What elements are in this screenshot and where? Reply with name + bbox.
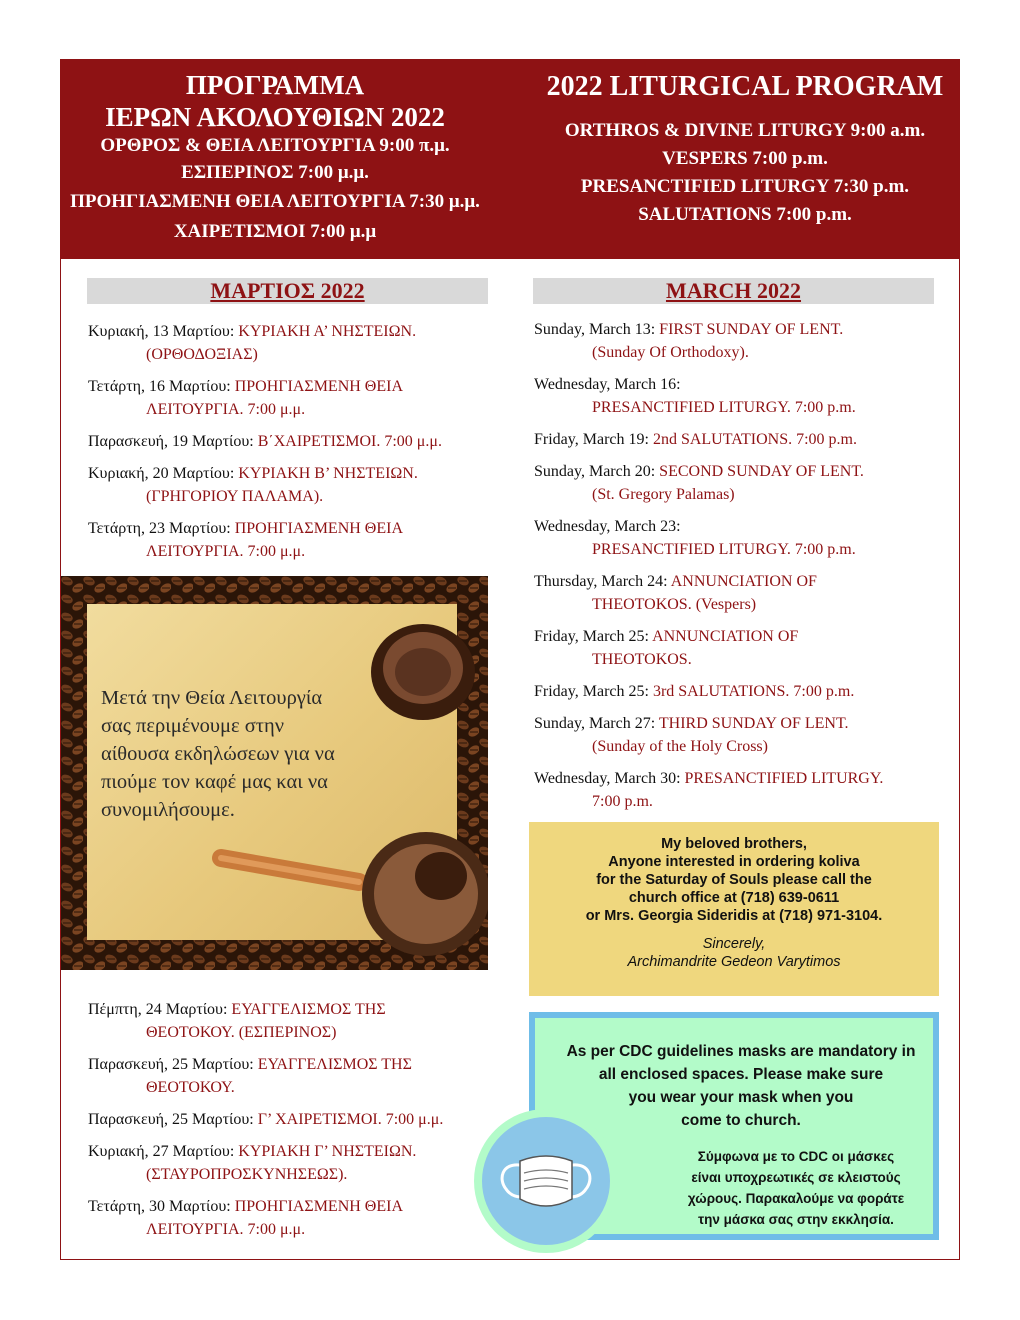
cdc-greek-text xyxy=(665,1146,927,1230)
entry-event-cont: ΛΕΙΤΟΥΡΓΙΑ. 7:00 μ.μ. xyxy=(146,401,306,418)
entry-date: Thursday, March 24: xyxy=(534,573,668,590)
entry-event-cont: 7:00 p.m. xyxy=(592,793,653,810)
cdc-english-text xyxy=(555,1040,927,1132)
cdc-line: you wear your mask when you xyxy=(628,1089,854,1106)
entry-event: ΠΡΟΗΓΙΑΣΜΕΝΗ ΘΕΙΑ xyxy=(234,1198,404,1215)
list-item xyxy=(88,517,488,563)
entry-event-cont: ΘΕΟΤΟΚΟΥ. (ΕΣΠΕΡΙΝΟΣ) xyxy=(146,1024,337,1041)
entry-date: Πέμπτη, 24 Μαρτίου: xyxy=(88,1001,228,1018)
notice-line: or Mrs. Georgia Sideridis at (718) 971-3104. xyxy=(585,908,883,924)
entry-event-cont: (Sunday of the Holy Cross) xyxy=(592,738,768,755)
entry-date: Τετάρτη, 16 Μαρτίου: xyxy=(88,378,231,395)
notice-signature: Archimandrite Gedeon Varytimos xyxy=(627,954,841,970)
list-item xyxy=(88,375,488,421)
entry-event: ΕΥΑΓΓΕΛΙΣΜΟΣ ΤΗΣ xyxy=(257,1056,412,1073)
entry-event: SECOND SUNDAY OF LENT. xyxy=(659,463,864,480)
entry-date: Τετάρτη, 23 Μαρτίου: xyxy=(88,520,231,537)
notice-line: church office at (718) 639-0611 xyxy=(628,890,840,906)
entry-event: FIRST SUNDAY OF LENT. xyxy=(659,321,844,338)
cdc-line: Σύμφωνα με το CDC οι μάσκες xyxy=(697,1149,895,1164)
list-item xyxy=(88,1053,488,1099)
entry-date: Friday, March 25: xyxy=(534,628,649,645)
entry-event-cont: (St. Gregory Palamas) xyxy=(592,486,735,503)
entry-date: Κυριακή, 13 Μαρτίου: xyxy=(88,323,235,340)
entry-date: Wednesday, March 30: xyxy=(534,770,681,787)
coffee-text-line: αίθουσα εκδηλώσεων για να xyxy=(101,743,335,765)
cdc-line: all enclosed spaces. Please make sure xyxy=(598,1066,884,1083)
cdc-line: την μάσκα σας στην εκκλησία. xyxy=(698,1212,894,1227)
entry-event: ΕΥΑΓΓΕΛΙΣΜΟΣ ΤΗΣ xyxy=(231,1001,386,1018)
entry-event: ΠΡΟΗΓΙΑΣΜΕΝΗ ΘΕΙΑ xyxy=(234,520,404,537)
list-item xyxy=(534,460,939,506)
entry-event-cont: (ΟΡΘΟΔΟΞΙΑΣ) xyxy=(146,346,258,363)
greek-program-header xyxy=(60,69,490,247)
entry-date: Κυριακή, 27 Μαρτίου: xyxy=(88,1143,235,1160)
entry-event-cont: (ΓΡΗΓΟΡΙΟΥ ΠΑΛΑΜΑ). xyxy=(146,488,324,505)
list-item xyxy=(88,430,488,453)
list-item xyxy=(88,1140,488,1186)
entry-event: 2nd SALUTATIONS. 7:00 p.m. xyxy=(652,431,857,448)
english-schedule-line: PRESANCTIFIED LITURGY 7:30 p.m. xyxy=(580,176,910,197)
entry-event-cont: THEOTOKOS. (Vespers) xyxy=(592,596,757,613)
coffee-image xyxy=(61,576,488,970)
cdc-line: είναι υποχρεωτικές σε κλειστούς xyxy=(691,1170,901,1185)
entry-date: Sunday, March 27: xyxy=(534,715,656,732)
entry-date: Sunday, March 13: xyxy=(534,321,656,338)
header-banner xyxy=(60,59,960,259)
coffee-text-line: πιούμε τον καφέ μας και να xyxy=(101,771,328,793)
english-schedule-list xyxy=(534,318,939,813)
entry-event: 3rd SALUTATIONS. 7:00 p.m. xyxy=(652,683,855,700)
english-schedule-line: ORTHROS & DIVINE LITURGY 9:00 a.m. xyxy=(564,120,926,141)
entry-date: Sunday, March 20: xyxy=(534,463,656,480)
list-item xyxy=(88,320,488,366)
greek-schedule-list-top xyxy=(88,320,488,563)
greek-month-heading: ΜΑΡΤΙΟΣ 2022 xyxy=(87,278,488,304)
entry-event: ANNUNCIATION OF xyxy=(670,573,817,590)
entry-event: Γ’ ΧΑΙΡΕΤΙΣΜΟΙ. 7:00 μ.μ. xyxy=(257,1111,444,1128)
entry-event: ΚΥΡΙΑΚΗ Α’ ΝΗΣΤΕΙΩΝ. xyxy=(238,323,417,340)
greek-schedule-line: ΕΣΠΕΡΙΝΟΣ 7:00 μ.μ. xyxy=(181,162,369,183)
notice-line: My beloved brothers, xyxy=(661,836,807,852)
list-item xyxy=(534,570,939,616)
entry-date: Παρασκευή, 19 Μαρτίου: xyxy=(88,433,254,450)
greek-schedule-line: ΟΡΘΡΟΣ & ΘΕΙΑ ΛΕΙΤΟΥΡΓΙΑ 9:00 π.μ. xyxy=(100,135,450,156)
list-item xyxy=(534,680,939,703)
greek-title-line-1: ΠΡΟΓΡΑΜΜΑ xyxy=(185,70,365,100)
entry-date: Friday, March 19: xyxy=(534,431,649,448)
entry-event: THIRD SUNDAY OF LENT. xyxy=(658,715,849,732)
entry-date: Wednesday, March 16: xyxy=(534,376,681,393)
koliva-notice xyxy=(529,822,939,996)
entry-event-cont: ΛΕΙΤΟΥΡΓΙΑ. 7:00 μ.μ. xyxy=(146,1221,306,1238)
english-program-header xyxy=(530,71,960,229)
entry-event: ΠΡΟΗΓΙΑΣΜΕΝΗ ΘΕΙΑ xyxy=(234,378,404,395)
list-item xyxy=(88,1108,488,1131)
list-item xyxy=(534,767,939,813)
coffee-text-line: Μετά την Θεία Λειτουργία xyxy=(101,687,323,709)
english-title: 2022 LITURGICAL PROGRAM xyxy=(546,71,944,102)
entry-event: ANNUNCIATION OF xyxy=(652,628,799,645)
entry-event-cont: PRESANCTIFIED LITURGY. 7:00 p.m. xyxy=(592,541,856,558)
list-item xyxy=(534,373,939,419)
greek-schedule-list-bottom xyxy=(88,998,488,1241)
list-item xyxy=(534,428,939,451)
entry-event-cont: ΘΕΟΤΟΚΟΥ. xyxy=(146,1079,235,1096)
entry-event: ΚΥΡΙΑΚΗ Γ’ ΝΗΣΤΕΙΩΝ. xyxy=(238,1143,417,1160)
coffee-text-line: σας περιμένουμε στην xyxy=(101,715,285,737)
english-schedule-line: SALUTATIONS 7:00 p.m. xyxy=(638,204,852,225)
entry-date: Τετάρτη, 30 Μαρτίου: xyxy=(88,1198,231,1215)
greek-schedule-line: ΠΡΟΗΓΙΑΣΜΕΝΗ ΘΕΙΑ ΛΕΙΤΟΥΡΓΙΑ 7:30 μ.μ. xyxy=(70,191,480,212)
greek-title-line-2: ΙΕΡΩΝ ΑΚΟΛΟΥΘΙΩΝ 2022 xyxy=(105,102,445,132)
list-item xyxy=(534,515,939,561)
list-item xyxy=(534,318,939,364)
list-item xyxy=(534,712,939,758)
english-schedule-line: VESPERS 7:00 p.m. xyxy=(662,148,828,169)
list-item xyxy=(88,1195,488,1241)
list-item xyxy=(534,625,939,671)
coffee-text-line: συνομιλήσουμε. xyxy=(101,799,235,821)
entry-event-cont: (ΣΤΑΥΡΟΠΡΟΣΚΥΝΗΣΕΩΣ). xyxy=(146,1166,348,1183)
entry-event-cont: ΛΕΙΤΟΥΡΓΙΑ. 7:00 μ.μ. xyxy=(146,543,306,560)
entry-date: Παρασκευή, 25 Μαρτίου: xyxy=(88,1111,254,1128)
entry-event-cont: PRESANCTIFIED LITURGY. 7:00 p.m. xyxy=(592,399,856,416)
greek-schedule-line: ΧΑΙΡΕΤΙΣΜΟΙ 7:00 μ.μ xyxy=(173,221,377,242)
notice-signoff: Sincerely, xyxy=(702,936,766,952)
entry-date: Friday, March 25: xyxy=(534,683,649,700)
mask-icon xyxy=(474,1109,618,1253)
list-item xyxy=(88,998,488,1044)
entry-date: Παρασκευή, 25 Μαρτίου: xyxy=(88,1056,254,1073)
notice-line: for the Saturday of Souls please call the xyxy=(596,872,872,888)
cdc-line: χώρους. Παρακαλούμε να φοράτε xyxy=(687,1191,905,1206)
entry-event-cont: (Sunday Of Orthodoxy). xyxy=(592,344,749,361)
entry-event-cont: THEOTOKOS. xyxy=(592,651,692,668)
coffee-invitation-text xyxy=(101,684,401,824)
face-mask-icon xyxy=(482,1117,610,1245)
entry-event: ΚΥΡΙΑΚΗ Β’ ΝΗΣΤΕΙΩΝ. xyxy=(238,465,418,482)
notice-line: Anyone interested in ordering koliva xyxy=(608,854,860,870)
entry-date: Κυριακή, 20 Μαρτίου: xyxy=(88,465,235,482)
entry-event: Β΄ΧΑΙΡΕΤΙΣΜΟΙ. 7:00 μ.μ. xyxy=(257,433,442,450)
cdc-line: As per CDC guidelines masks are mandatory in xyxy=(566,1043,916,1060)
list-item xyxy=(88,462,488,508)
entry-date: Wednesday, March 23: xyxy=(534,518,681,535)
cdc-line: come to church. xyxy=(681,1112,801,1129)
entry-event: PRESANCTIFIED LITURGY. xyxy=(684,770,884,787)
english-month-heading: MARCH 2022 xyxy=(533,278,934,304)
